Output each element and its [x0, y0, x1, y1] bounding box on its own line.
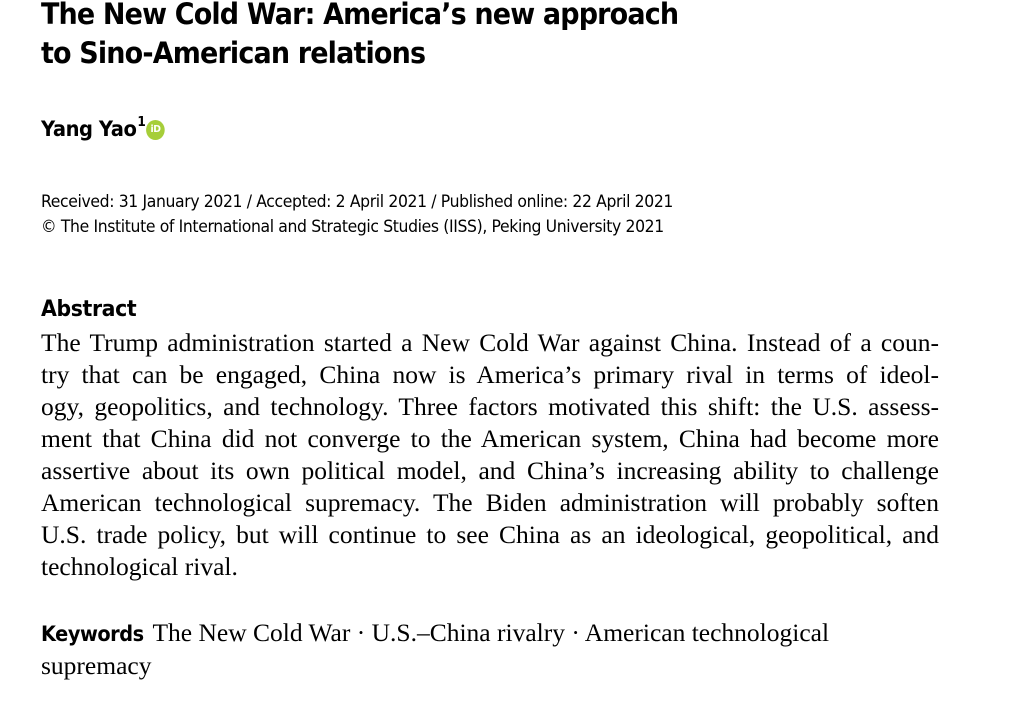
abstract-body: [41, 327, 939, 583]
abstract-line: technological rival.: [41, 552, 238, 581]
affiliation-mark[interactable]: 1: [137, 115, 146, 130]
author-line: [41, 117, 165, 141]
publication-meta: [41, 190, 673, 240]
abstract-line: American technological supremacy. The Biden administration will probably soften: [41, 488, 939, 517]
keywords-text: The New Cold War · U.S.–China rivalry · American technological supremacy: [41, 618, 830, 680]
abstract-line: try that can be engaged, China now is America’s primary rival in terms of ideol-: [41, 360, 939, 389]
orcid-icon[interactable]: iD: [146, 120, 165, 140]
abstract-heading: Abstract: [41, 297, 137, 322]
abstract-line: ment that China did not converge to the American system, China had become more: [41, 424, 939, 453]
abstract-line: The Trump administration started a New Cold War against China. Instead of a coun-: [41, 328, 939, 357]
article-title-line-2: to Sino-American relations: [41, 36, 426, 70]
abstract-line: assertive about its own political model, and China’s increasing ability to challenge: [41, 456, 939, 485]
keywords-section: [41, 617, 901, 682]
article-title: [41, 0, 878, 73]
article-first-page: [41, 0, 941, 680]
abstract-line: ogy, geopolitics, and technology. Three factors motivated this shift: the U.S. assess-: [41, 392, 939, 421]
abstract-line: U.S. trade policy, but will continue to see China as an ideological, geopolitical, and: [41, 520, 939, 549]
keywords-label: Keywords: [41, 622, 144, 646]
article-title-line-1: The New Cold War: America’s new approach: [41, 0, 679, 31]
copyright-notice: © The Institute of International and Strategic Studies (IISS), Peking University 2021: [41, 217, 664, 237]
author-name[interactable]: Yang Yao: [41, 117, 137, 141]
publication-dates: Received: 31 January 2021 / Accepted: 2 April 2021 / Published online: 22 April 2021: [41, 192, 674, 212]
